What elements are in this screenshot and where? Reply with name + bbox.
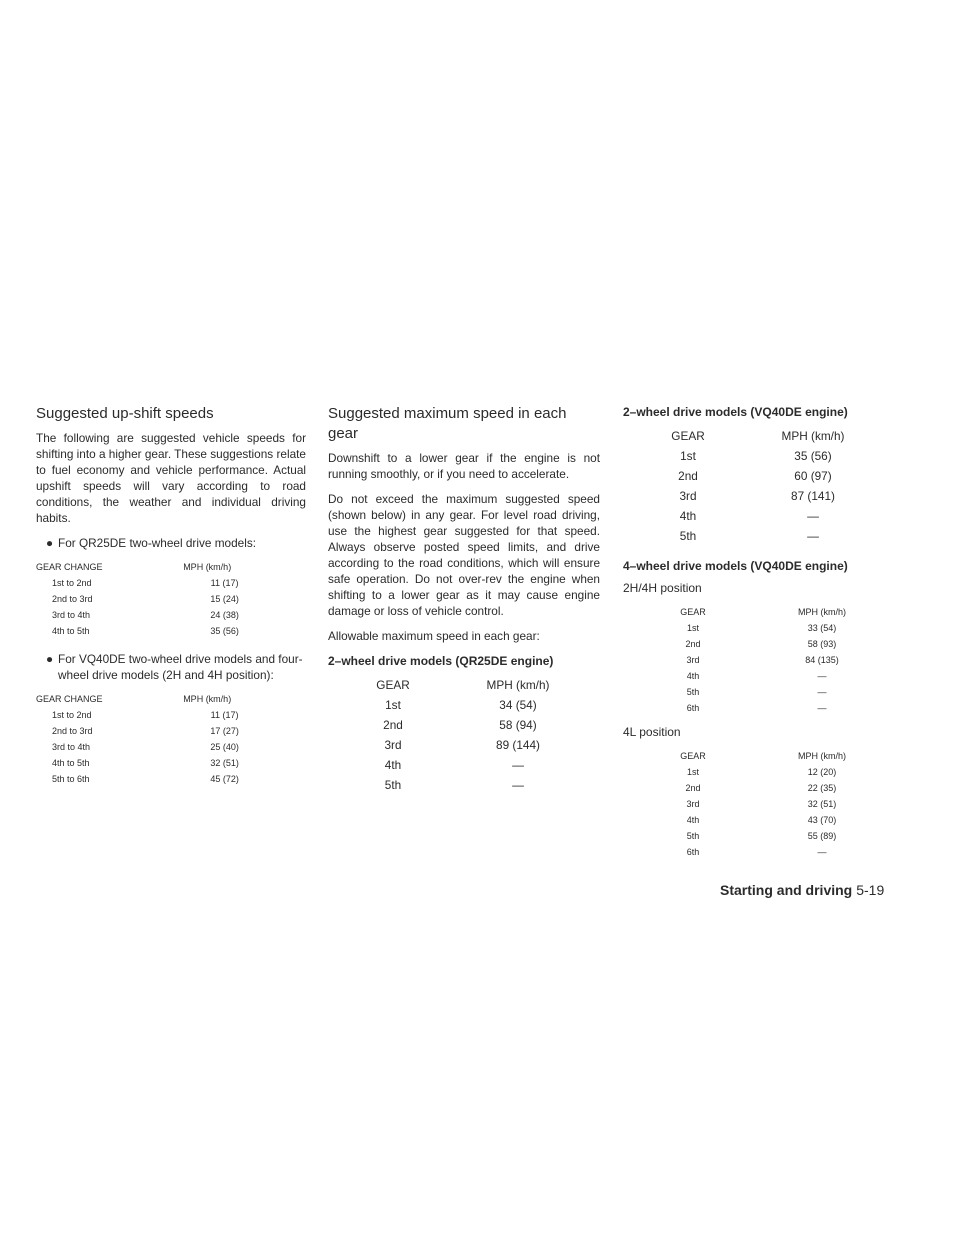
table-header-cell: GEAR CHANGE — [36, 562, 103, 572]
table-row — [328, 755, 578, 775]
table-cell: — — [817, 687, 827, 697]
table-header-cell: GEAR — [680, 751, 706, 761]
table-cell: 58 (93) — [807, 639, 837, 649]
table-cell: 11 (17) — [210, 578, 239, 588]
max-speed-table-vq40de-2wd — [623, 426, 873, 546]
table-row — [36, 723, 306, 739]
table-header-row — [36, 691, 306, 707]
table-cell: 6th — [686, 703, 700, 713]
table-header-row — [623, 426, 873, 446]
bullet-qr25de — [46, 535, 306, 551]
table-cell: 4th — [384, 758, 402, 772]
table-row — [36, 771, 306, 787]
table-row — [36, 607, 306, 623]
position-4l-label: 4L position — [623, 725, 681, 739]
footer-section-title: Starting and driving — [720, 882, 853, 898]
table-cell: 45 (72) — [210, 774, 239, 784]
table-header-row — [623, 604, 881, 620]
bullet-text: For VQ40DE two-wheel drive models and four-wheel drive models (2H and 4H position): — [58, 652, 303, 682]
table-cell: 89 (144) — [496, 738, 540, 752]
table-cell: 87 (141) — [791, 489, 835, 503]
table-row — [623, 812, 881, 828]
table-row — [623, 506, 873, 526]
table-cell: 11 (17) — [210, 710, 239, 720]
table-cell: 4th to 5th — [52, 758, 90, 768]
table-row — [623, 486, 873, 506]
table-cell: 12 (20) — [807, 767, 837, 777]
table-row — [36, 575, 306, 591]
table-cell: 3rd — [679, 489, 697, 503]
table-cell: 32 (51) — [210, 758, 239, 768]
table-header-cell: GEAR — [671, 429, 705, 443]
table-header-row — [328, 675, 578, 695]
table-row — [623, 636, 881, 652]
table-row — [36, 623, 306, 639]
page-number: 5-19 — [856, 882, 885, 898]
table-row — [328, 695, 578, 715]
max-speed-table-qr25de — [328, 675, 578, 795]
table-header-cell: MPH (km/h) — [486, 678, 550, 692]
table-cell: 2nd — [685, 783, 701, 793]
table-header-cell: MPH (km/h) — [183, 562, 232, 572]
vq40de-4wd-subheading: 4–wheel drive models (VQ40DE engine) — [623, 559, 848, 573]
table-cell: 84 (135) — [805, 655, 839, 665]
table-cell: 43 (70) — [807, 815, 837, 825]
table-cell: 2nd to 3rd — [52, 726, 93, 736]
table-cell: 5th — [679, 529, 697, 543]
table-row — [623, 526, 873, 546]
table-cell: 1st — [686, 623, 699, 633]
table-row — [36, 707, 306, 723]
table-cell: 32 (51) — [807, 799, 837, 809]
table-cell: 5th — [686, 687, 700, 697]
table-cell: 2nd — [383, 718, 403, 732]
table-cell: 4th — [686, 815, 700, 825]
table-row — [623, 652, 881, 668]
table-cell: 55 (89) — [807, 831, 837, 841]
upshift-table-vq40de — [36, 691, 306, 787]
max-speed-heading: Suggested maximum speed in each gear — [328, 405, 567, 442]
column-middle — [328, 404, 600, 807]
table-cell: 1st — [385, 698, 401, 712]
column-right — [623, 404, 913, 868]
table-cell: — — [807, 509, 819, 523]
table-row — [36, 739, 306, 755]
table-cell: 22 (35) — [807, 783, 837, 793]
table-row — [623, 466, 873, 486]
table-cell: 35 (56) — [794, 449, 832, 463]
table-row — [623, 828, 881, 844]
table-cell: 4th — [679, 509, 697, 523]
table-header-cell: GEAR CHANGE — [36, 694, 103, 704]
table-cell: 1st to 2nd — [52, 710, 92, 720]
table-cell: 5th to 6th — [52, 774, 90, 784]
table-row — [36, 755, 306, 771]
table-cell: 1st — [686, 767, 699, 777]
table-cell: — — [817, 703, 827, 713]
table-cell: 25 (40) — [210, 742, 239, 752]
table-row — [623, 620, 881, 636]
table-header-cell: GEAR — [376, 678, 410, 692]
vq40de-2wd-subheading: 2–wheel drive models (VQ40DE engine) — [623, 405, 848, 419]
table-cell: 3rd — [686, 655, 700, 665]
upshift-table-qr25de — [36, 559, 306, 639]
max-speed-table-2h4h — [623, 604, 881, 716]
table-row — [623, 780, 881, 796]
table-cell: 60 (97) — [794, 469, 832, 483]
table-cell: 5th — [384, 778, 402, 792]
table-cell: 1st — [680, 449, 696, 463]
table-row — [623, 844, 881, 860]
table-cell: 2nd to 3rd — [52, 594, 93, 604]
table-header-cell: MPH (km/h) — [183, 694, 232, 704]
table-cell: 5th — [686, 831, 700, 841]
table-header-row — [36, 559, 306, 575]
table-cell: 6th — [686, 847, 700, 857]
table-cell: 2nd — [685, 639, 701, 649]
table-cell: 4th to 5th — [52, 626, 90, 636]
table-row — [623, 764, 881, 780]
bullet-text: For QR25DE two-wheel drive models: — [58, 536, 256, 550]
table-cell: — — [512, 758, 524, 772]
table-cell: 3rd to 4th — [52, 610, 91, 620]
table-cell: — — [817, 847, 827, 857]
table-cell: 17 (27) — [210, 726, 239, 736]
table-cell: 35 (56) — [210, 626, 239, 636]
page-footer — [720, 882, 884, 898]
table-cell: 15 (24) — [210, 594, 239, 604]
table-cell: — — [807, 529, 819, 543]
table-header-cell: GEAR — [680, 607, 706, 617]
table-header-cell: MPH (km/h) — [798, 607, 846, 617]
upshift-heading: Suggested up-shift speeds — [36, 405, 214, 422]
table-row — [328, 775, 578, 795]
bullet-dot-icon: ● — [46, 536, 54, 550]
table-header-cell: MPH (km/h) — [781, 429, 845, 443]
allowable-speed-paragraph: Allowable maximum speed in each gear: — [328, 629, 540, 643]
table-cell: 3rd to 4th — [52, 742, 91, 752]
table-cell: 1st to 2nd — [52, 578, 92, 588]
column-left — [36, 404, 306, 799]
table-row — [623, 668, 881, 684]
table-cell: 3rd — [384, 738, 402, 752]
table-row — [328, 735, 578, 755]
max-speed-table-4l — [623, 748, 881, 860]
table-header-cell: MPH (km/h) — [798, 751, 846, 761]
table-row — [623, 700, 881, 716]
bullet-dot-icon: ● — [46, 652, 54, 666]
qr25de-subheading: 2–wheel drive models (QR25DE engine) — [328, 654, 554, 668]
table-cell: 33 (54) — [807, 623, 837, 633]
position-2h4h-label: 2H/4H position — [623, 581, 702, 595]
upshift-intro: The following are suggested vehicle speeds for shifting into a higher gear. These suggestions relate to fuel economy and vehicle performance. Actual upshift speeds will vary according to road conditions, the weather and individual driving habits. — [36, 431, 306, 525]
table-cell: 58 (94) — [499, 718, 537, 732]
downshift-paragraph: Downshift to a lower gear if the engine is not running smoothly, or if you need to accelerate. — [328, 451, 600, 481]
table-cell: 4th — [686, 671, 700, 681]
table-row — [623, 446, 873, 466]
table-row — [623, 796, 881, 812]
table-cell: 34 (54) — [499, 698, 537, 712]
table-cell: 3rd — [686, 799, 700, 809]
table-cell: 24 (38) — [210, 610, 239, 620]
table-cell: — — [817, 671, 827, 681]
table-row — [623, 684, 881, 700]
table-row — [36, 591, 306, 607]
max-speed-paragraph: Do not exceed the maximum suggested speed (shown below) in any gear. For level road driving, use the highest gear suggested for that speed. Always observe posted speed limits, and drive according to the road conditions, which will ensure safe operation. Do not over-rev the engine when shifting to a lower gear as it may cause engine damage or loss of vehicle control. — [328, 492, 600, 618]
table-header-row — [623, 748, 881, 764]
table-cell: 2nd — [678, 469, 698, 483]
bullet-vq40de — [46, 651, 306, 683]
table-cell: — — [512, 778, 524, 792]
table-row — [328, 715, 578, 735]
